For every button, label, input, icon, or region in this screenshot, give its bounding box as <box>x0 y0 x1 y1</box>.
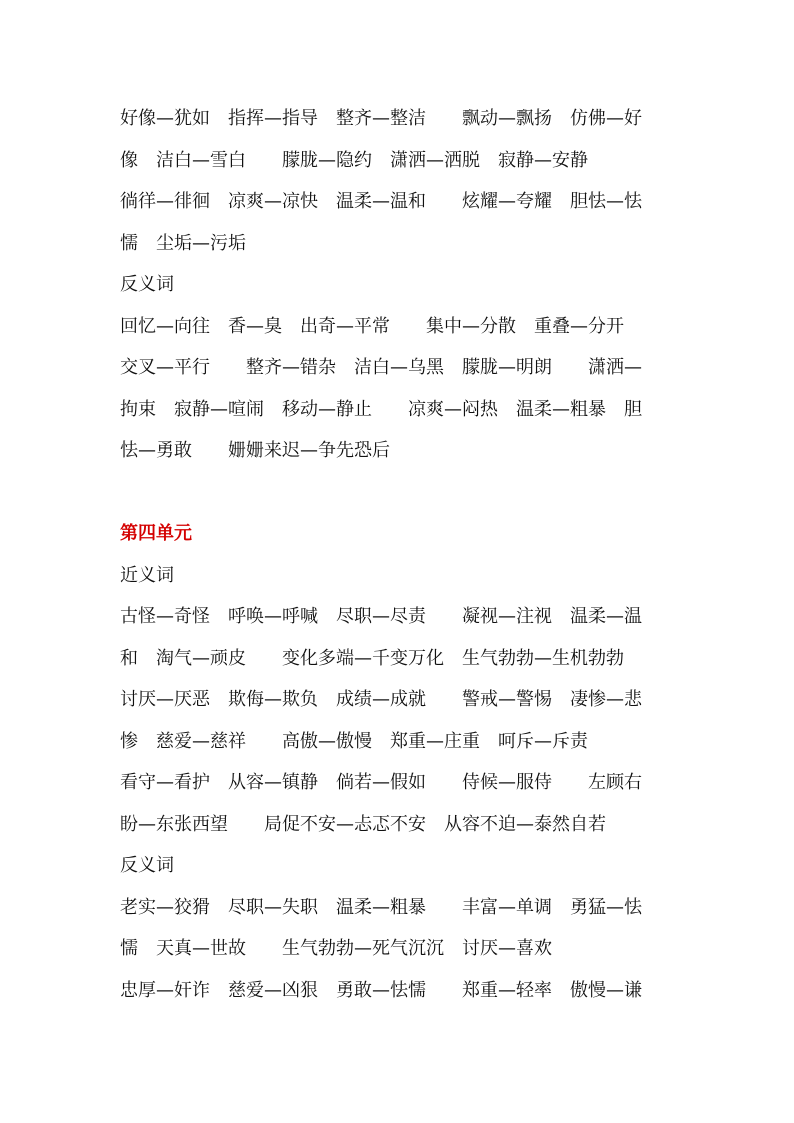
unit4-synonym-line-4: 惨 慈爱—慈祥 高傲—傲慢 郑重—庄重 呵斥—斥责 <box>120 730 588 752</box>
unit4-synonym-line-2: 和 淘气—顽皮 变化多端—千变万化 生气勃勃—生机勃勃 <box>120 647 624 669</box>
unit3-synonym-line-3: 徜徉—徘徊 凉爽—凉快 温柔—温和 炫耀—夸耀 胆怯—怯 <box>120 191 642 212</box>
unit4-synonym-label: 近义词 <box>120 564 174 586</box>
unit4-antonym-label: 反义词 <box>120 855 174 876</box>
unit4-antonym-line-2: 懦 天真—世故 生气勃勃—死气沉沉 讨厌—喜欢 <box>120 938 552 959</box>
section-spacer <box>120 472 680 514</box>
unit3-synonym-line-4: 懦 尘垢—污垢 <box>120 232 246 254</box>
unit4-synonym-line-1: 古怪—奇怪 呼唤—呼喊 尽职—尽责 凝视—注视 温柔—温 <box>120 606 642 627</box>
document-page <box>120 98 680 1011</box>
unit3-antonym-line-4: 怯—勇敢 姗姗来迟—争先恐后 <box>120 440 390 461</box>
unit3-antonym-line-3: 拘束 寂静—喧闹 移动—静止 凉爽—闷热 温柔—粗暴 胆 <box>120 398 642 420</box>
unit3-antonym-line-2: 交叉—平行 整齐—错杂 洁白—乌黑 朦胧—明朗 潇洒— <box>120 357 642 378</box>
unit3-antonym-label: 反义词 <box>120 274 174 295</box>
unit4-synonym-line-3: 讨厌—厌恶 欺侮—欺负 成绩—成就 警戒—警惕 凄惨—悲 <box>120 689 642 710</box>
unit4-antonym-line-3: 忠厚—奸诈 慈爱—凶狠 勇敢—怯懦 郑重—轻率 傲慢—谦 <box>120 979 642 1001</box>
unit4-antonym-line-1: 老实—狡猾 尽职—失职 温柔—粗暴 丰富—单调 勇猛—怯 <box>120 896 642 918</box>
unit3-antonym-line-1: 回忆—向往 香—臭 出奇—平常 集中—分散 重叠—分开 <box>120 315 624 337</box>
unit4-synonym-line-6: 盼—东张西望 局促不安—忐忑不安 从容不迫—泰然自若 <box>120 813 606 835</box>
unit3-synonym-line-1: 好像—犹如 指挥—指导 整齐—整洁 飘动—飘扬 仿佛—好 <box>120 108 642 129</box>
unit4-synonym-line-5: 看守—看护 从容—镇静 倘若—假如 侍候—服侍 左顾右 <box>120 772 642 793</box>
unit3-synonym-line-2: 像 洁白—雪白 朦胧—隐约 潇洒—洒脱 寂静—安静 <box>120 149 588 171</box>
unit4-heading: 第四单元 <box>120 523 192 544</box>
